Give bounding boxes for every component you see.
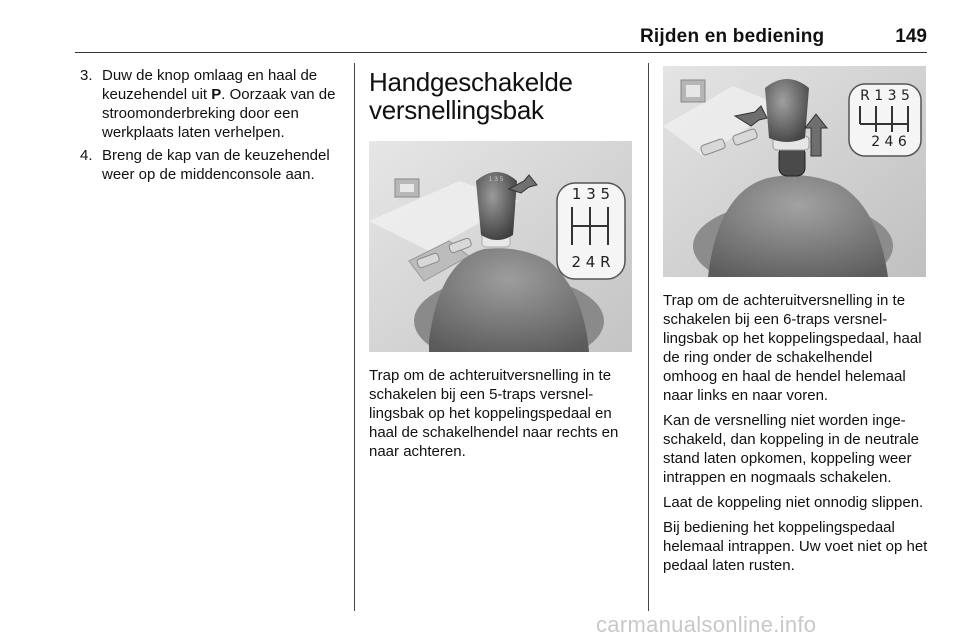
svg-text:1 3 5: 1 3 5 bbox=[488, 176, 504, 183]
paragraph: Kan de versnelling niet worden ingeschakeld, dan koppeling in de neutrale stand laten opkomen, koppeling weer intrappen en nogmaals schakelen. bbox=[663, 412, 920, 486]
step-text: Breng de kap van de keuzehendel weer op de middenconsole aan. bbox=[102, 147, 330, 183]
column-2 bbox=[369, 66, 637, 124]
column-1 bbox=[80, 66, 348, 188]
figure-1-caption: Trap om de achteruitversnelling in te schakelen bij een 5-traps versnellingsbak op het koppelingspedaal en haal de schakelhendel naar rechts en naar achteren. bbox=[369, 367, 619, 460]
gear-knob bbox=[765, 79, 809, 142]
paragraph: Bij bediening het koppelingspedaal helemaal intrappen. Uw voet niet op het pedaal laten rusten. bbox=[663, 519, 928, 574]
section-heading: Handgeschakelde versnellingsbak bbox=[369, 67, 573, 125]
step-text: Duw de knop omlaag en haal de keuzehendel uit P. Oorzaak van de stroomonderbreking door een werkplaats laten verhelpen. bbox=[102, 67, 336, 141]
column-divider-1 bbox=[354, 63, 355, 611]
gear-p-label: P bbox=[211, 86, 222, 103]
watermark: carmanualsonline.info bbox=[596, 612, 817, 637]
section-title: Rijden en bediening bbox=[640, 26, 825, 47]
column-3-text bbox=[663, 291, 929, 581]
column-divider-2 bbox=[648, 63, 649, 611]
gearshift-illustration-5-speed bbox=[369, 141, 632, 352]
paragraph: Trap om de achteruitversnelling in te schakelen bij een 6-traps versnellingsbak op het koppelingspedaal, haal de ring onder de schakelhendel omhoog en haal de hendel helemaal naar links en naar voren. bbox=[663, 292, 922, 404]
gear-pattern-bottom-label: 2 4 R bbox=[571, 253, 611, 271]
gear-pattern-top-label: 1 3 5 bbox=[571, 185, 611, 203]
header-rule bbox=[75, 52, 927, 53]
gear-pattern-top-label: R 1 3 5 bbox=[860, 88, 910, 104]
page-number: 149 bbox=[895, 26, 927, 47]
step-4 bbox=[80, 146, 348, 184]
step-number: 3. bbox=[80, 67, 93, 84]
gear-pattern-bottom-label: 2 4 6 bbox=[871, 134, 907, 150]
figure-5-speed-gearshift bbox=[369, 141, 632, 352]
step-3 bbox=[80, 66, 348, 142]
figure-6-speed-gearshift bbox=[663, 66, 926, 277]
step-number: 4. bbox=[80, 147, 93, 164]
paragraph: Laat de koppeling niet onnodig slippen. bbox=[663, 494, 924, 511]
